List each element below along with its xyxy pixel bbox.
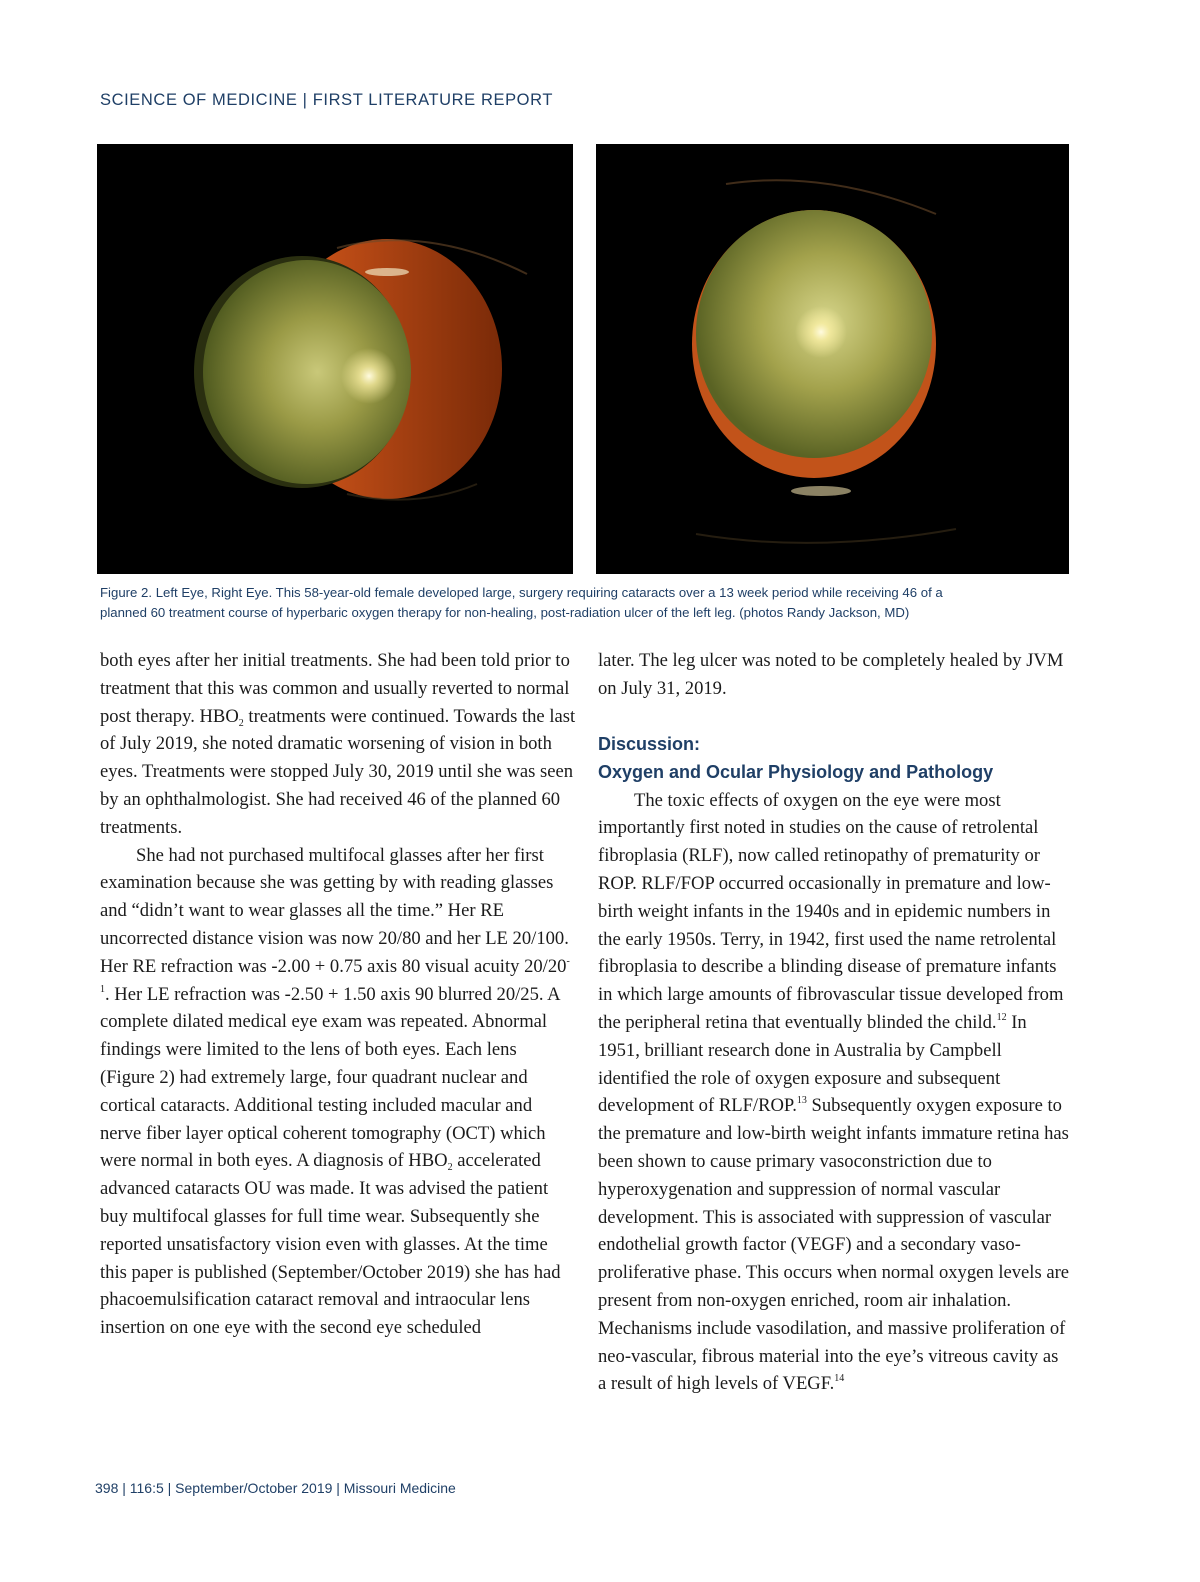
page-footer: 398 | 116:5 | September/October 2019 | Missouri Medicine: [95, 1480, 456, 1496]
section-subheading: Oxygen and Ocular Physiology and Pathology: [598, 762, 994, 783]
left-text-column: [100, 647, 576, 1342]
caption-line-1: Figure 2. Left Eye, Right Eye. This 58-year-old female developed large, surgery requiring cataracts over a 13 week period while receiving 46 of a: [100, 585, 943, 600]
paragraph: both eyes after her initial treatments. She had been told prior to treatment that this was common and usually reverted to normal post therapy. $HBO_2$ treatments were continued. Towards the last of July 2019, she noted dramatic worsening of vision in both eyes. Treatments were stopped July 30, 2019 until she was seen by an ophthalmologist. She had received 46 of the planned 60 treatments.: [100, 650, 576, 838]
right-text-column: [598, 647, 1070, 1398]
paragraph: The toxic effects of oxygen on the eye were most importantly first noted in studies on the cause of retrolental fibroplasia (RLF), now called retinopathy of prematurity or ROP. RLF/FOP occurred occasionally in premature and low-birth weight infants in the 1940s and in epidemic numbers in the early 1950s. Terry, in 1942, first used the name retrolental fibroplasia to describe a blinding disease of premature infants in which large amounts of fibrovascular tissue developed from the peripheral retina that eventually blinded the child.$^{12}$ In 1951, brilliant research done in Australia by Campbell identified the role of oxygen exposure and subsequent development of RLF/ROP.$^{13}$ Subsequently oxygen exposure to the premature and low-birth weight infants immature retina has been shown to cause primary vasoconstriction due to hyperoxygenation and suppression of normal vascular development. This is associated with suppression of vascular endothelial growth factor (VEGF) and a secondary vaso-proliferative phase. This occurs when normal oxygen levels are present from non-oxygen enriched, room air inhalation. Mechanisms include vasodilation, and massive proliferation of neo-vascular, fibrous material into the eye’s vitreous cavity as a result of high levels of VEGF.$^{14}$: [598, 789, 1070, 1395]
left-eye-photo: [97, 144, 573, 574]
caption-line-2: planned 60 treatment course of hyperbaric oxygen therapy for non-healing, post-radiation ulcer of the left leg. (photos Randy Jackson, MD): [100, 604, 910, 620]
reference-13[interactable]: 13: [796, 1095, 807, 1107]
figure-caption: [100, 583, 1080, 622]
right-eye-photo: [596, 144, 1069, 574]
section-heading: Discussion:: [598, 733, 701, 754]
reference-14[interactable]: 14: [834, 1373, 845, 1385]
reference-12[interactable]: 12: [996, 1011, 1007, 1023]
running-head: SCIENCE OF MEDICINE | FIRST LITERATURE REPORT: [100, 91, 554, 109]
paragraph: later. The leg ulcer was noted to be completely healed by JVM on July 31, 2019.: [598, 650, 1064, 699]
paragraph: She had not purchased multifocal glasses after her first examination because she was getting by with reading glasses and “didn’t want to wear glasses all the time.” Her RE uncorrected distance vision was now 20/80 and her LE 20/100. Her RE refraction was -2.00 + 0.75 axis 80 visual acuity $20/20^{-1}$. Her LE refraction was -2.50 + 1.50 axis 90 blurred 20/25. A complete dilated medical eye exam was repeated. Abnormal findings were limited to the lens of both eyes. Each lens (Figure 2) had extremely large, four quadrant nuclear and cortical cataracts. Additional testing included macular and nerve fiber layer optical coherent tomography (OCT) which were normal in both eyes. A diagnosis of $HBO_2$ accelerated advanced cataracts OU was made. It was advised the patient buy multifocal glasses for full time wear. Subsequently she reported unsatisfactory vision even with glasses. At the time this paper is published (September/October 2019) she has had phacoemulsification cataract removal and intraocular lens insertion on one eye with the second eye scheduled: [100, 844, 570, 1339]
